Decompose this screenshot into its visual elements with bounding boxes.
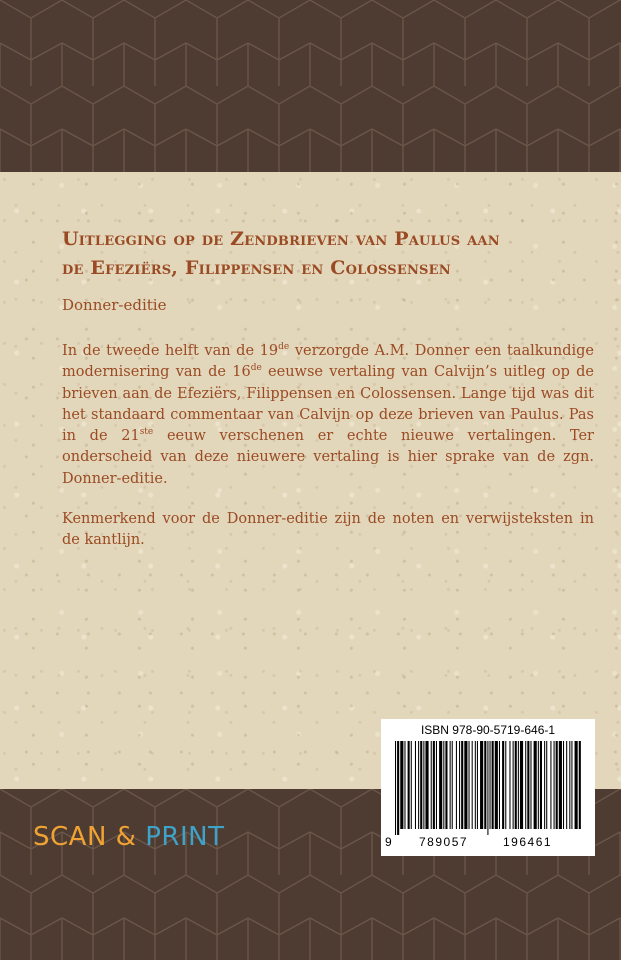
barcode-bar [505,741,506,829]
barcode-bar [484,741,486,829]
barcode-bar [395,741,396,835]
barcode-bar [443,741,444,829]
barcode-bar [472,741,473,829]
barcode-bar [527,741,529,829]
barcode-bar [397,741,399,835]
barcode-digit-first: 9 [385,835,394,849]
barcode-bar [436,741,437,829]
barcode-bar [425,741,428,829]
barcode-bar [439,741,442,829]
barcode-bar [499,741,500,829]
barcode-bar [423,741,424,829]
logo-ampersand: & [115,822,137,852]
barcode-bar [563,741,564,829]
barcode-bar [518,741,519,829]
barcode-bar [544,741,545,829]
text-segment: verzorgde A.M. Donner een taalkundige modernisering van de 16 [62,343,594,381]
publisher-logo [33,822,224,862]
barcode-bar [408,741,410,829]
barcode-bar [492,741,494,829]
barcode-bar [420,741,422,829]
logo-print-text: PRINT [145,822,225,852]
barcode-bar [469,741,470,829]
superscript: de [278,342,290,353]
barcode-bar [445,741,447,829]
barcode-bar [404,741,405,829]
barcode-bar [538,741,539,829]
barcode-bar [559,741,562,829]
barcode-bar [520,741,523,829]
superscript: ste [139,427,154,438]
barcode-bar [400,741,403,829]
barcode-bar [579,741,581,829]
barcode-bar [569,741,570,829]
barcode-bar [480,741,483,829]
barcode-bar [477,741,478,829]
barcode-bar [415,741,416,829]
barcode-digits-left: 789057 [419,835,469,849]
description-paragraph-1 [62,341,594,490]
barcode-bar [534,741,537,829]
barcode-bar [554,741,555,829]
barcode-bar [540,741,542,829]
barcode-bar [513,741,514,829]
isbn-barcode [381,719,595,856]
barcode-bar [475,741,476,829]
text-segment: In de tweede helft van de 19 [62,343,279,359]
barcode-bar [433,741,435,829]
barcode-bar [464,741,467,829]
barcode-bar [461,741,463,829]
barcode-bar [566,741,567,829]
barcode-bar [525,741,526,829]
top-pattern-band [0,0,621,172]
title-line-2: de Efeziërs, Filippensen en Colossensen [62,257,451,279]
title-line-1: Uitlegging op de Zendbrieven van Paulus aan [62,228,500,250]
barcode-bars [395,741,583,835]
barcode-bar [502,741,504,829]
barcode-bar [411,741,412,829]
barcode-bar [550,741,551,829]
barcode-bar [515,741,517,829]
logo-scan-text: SCAN [33,822,107,852]
text-segment: eeuw verschenen er echte nieuwe vertalingen. Ter onderscheid van deze nieuwere vertaling is hier sprake van de zgn. Donner-editie. [62,428,594,487]
barcode-bar [452,741,453,829]
barcode-bar [459,741,460,829]
barcode-bar [487,741,488,835]
barcode-bar [509,741,510,829]
barcode-bar [456,741,457,829]
barcode-bar [495,741,498,829]
geometric-pattern [0,0,621,172]
barcode-bar [556,741,558,829]
isbn-label: ISBN 978-90-5719-646-1 [420,723,556,737]
barcode-bar [530,741,531,829]
barcode-bar [431,741,432,829]
barcode-bar [571,741,572,829]
barcode-bar [546,741,547,829]
superscript: de [250,363,262,374]
description-paragraph-2: Kenmerkend voor de Donner-editie zijn de noten en verwijsteksten in de kantlijn. [62,511,594,549]
barcode-bar [418,741,419,829]
barcode-bar [575,741,578,829]
edition-label: Donner-editie [62,296,167,314]
barcode-bar [490,741,491,829]
text-segment: eeuwse vertaling van Calvijn’s uitleg op de brieven aan de Efeziërs, Filippensen en Colossensen. Lange tijd was dit het standaard commentaar van Calvijn op deze brieven van Paulus. Pas in de 21 [62,364,594,445]
barcode-bar [450,741,451,829]
barcode-digits-right: 196461 [503,835,553,849]
book-title [62,225,582,283]
